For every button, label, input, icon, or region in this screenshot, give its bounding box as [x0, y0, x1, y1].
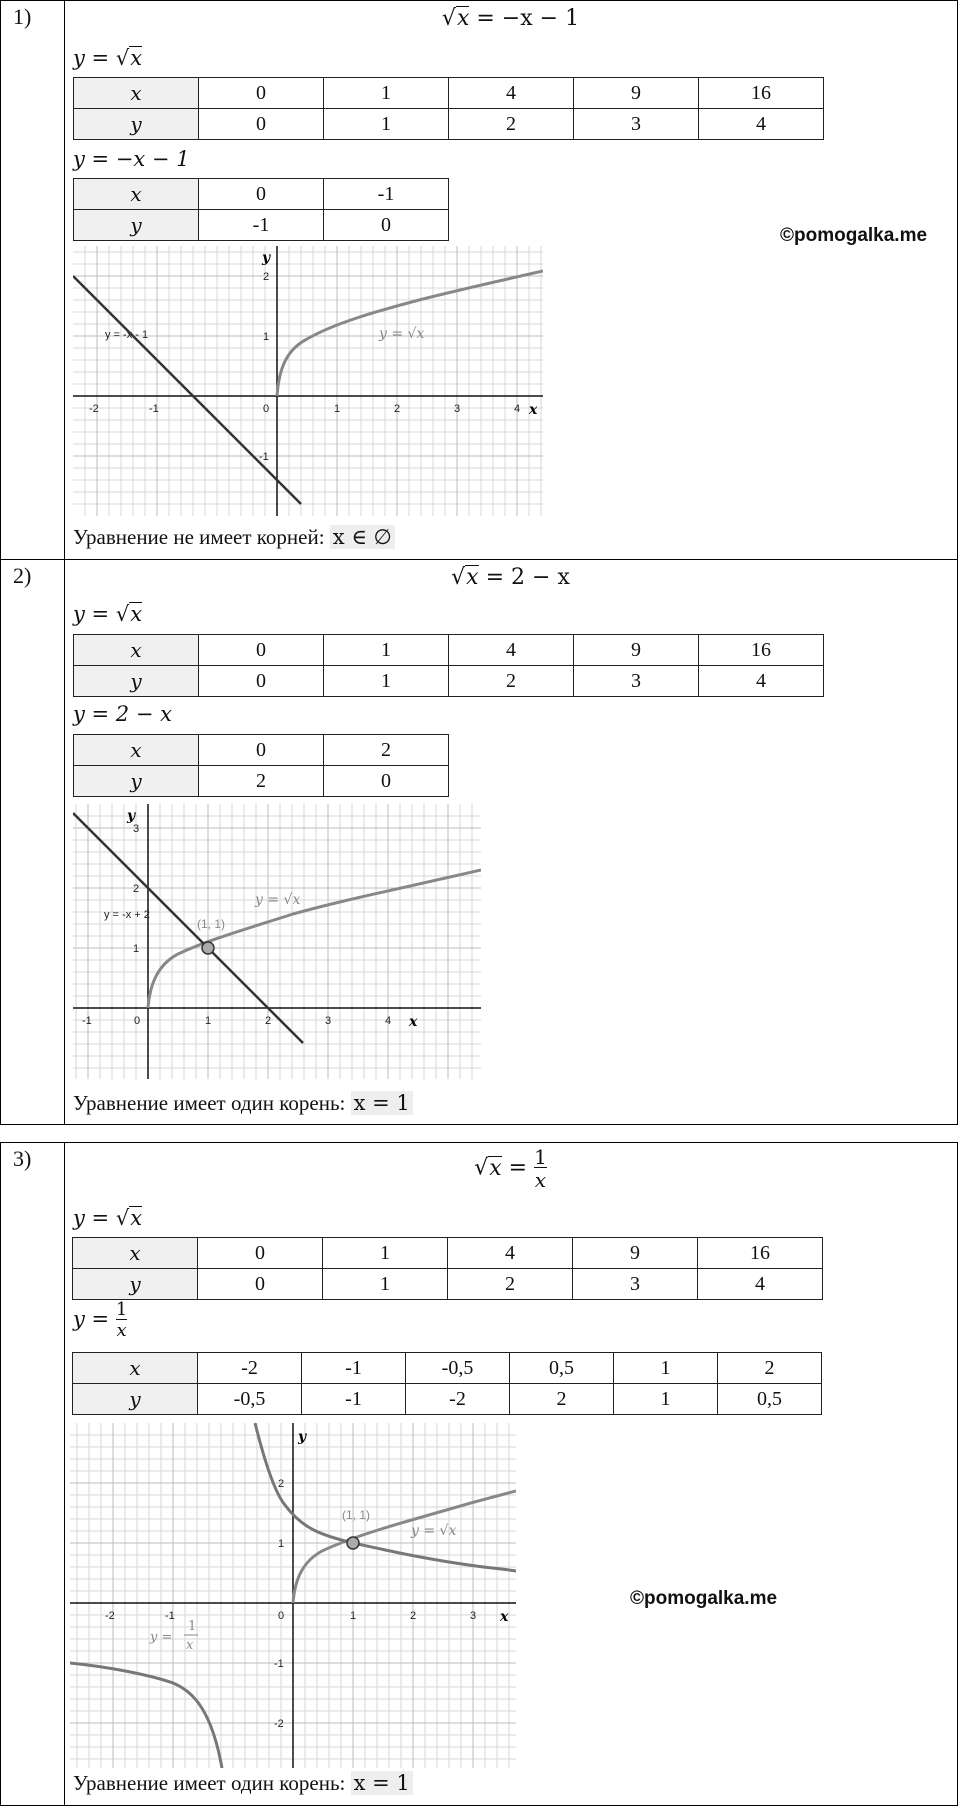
- table-header-x: x: [73, 1238, 198, 1269]
- answer: [73, 525, 395, 550]
- values-table-sqrt: [73, 77, 824, 140]
- x-tick-label: 1: [334, 403, 341, 415]
- table-cell: -1: [199, 210, 324, 241]
- curve-label: y = √x: [255, 892, 301, 908]
- table-cell: 2: [449, 666, 574, 697]
- y-tick-label: 2: [278, 1478, 285, 1490]
- x-axis-label: x: [409, 1014, 418, 1030]
- function-label-hyperbola: y = $\frac{1}{x}$: [73, 1299, 128, 1341]
- y-axis-label: y: [298, 1429, 307, 1445]
- y-tick-label: 2: [263, 271, 270, 283]
- answer-text: Уравнение не имеет корней:: [73, 525, 330, 549]
- values-table-hyperbola: [72, 1352, 822, 1415]
- table-cell: 9: [574, 78, 699, 109]
- table-cell: 4: [448, 1238, 573, 1269]
- problem-number-cell: [1, 560, 65, 1124]
- values-table-line: [73, 178, 449, 241]
- y-tick-label: 1: [278, 1538, 285, 1550]
- function-label-line: y = −x − 1: [73, 147, 190, 171]
- x-tick-label: -1: [82, 1015, 92, 1027]
- values-table-sqrt: [72, 1237, 823, 1300]
- table-cell: -2: [406, 1384, 510, 1415]
- problem-content: [64, 1143, 957, 1805]
- table-cell: 1: [324, 666, 449, 697]
- hyperbola-label-den: x: [186, 1638, 194, 1653]
- problem-number: 3): [13, 1146, 32, 1171]
- table-header-x: x: [74, 179, 199, 210]
- intersection-point: [202, 942, 214, 954]
- graph-3: [70, 1423, 516, 1768]
- table-cell: 3: [574, 666, 699, 697]
- table-cell: 0: [199, 109, 324, 140]
- equation-fraction: $\frac{1}{x}$: [534, 1145, 547, 1192]
- values-table-line: [73, 734, 449, 797]
- table-cell: 4: [699, 109, 824, 140]
- function-label-sqrt: y = √x: [73, 602, 143, 626]
- x-axis-label: x: [500, 1609, 509, 1625]
- equation: √x = 2 − x: [451, 565, 570, 590]
- graph-2: [73, 804, 481, 1079]
- table-header-y: y: [74, 109, 199, 140]
- problem-content: [64, 560, 957, 1124]
- table-cell: 1: [324, 78, 449, 109]
- problem-number: 2): [13, 563, 32, 588]
- table-cell: 2: [510, 1384, 614, 1415]
- table-cell: 1: [324, 109, 449, 140]
- x-tick-label: 2: [394, 403, 401, 415]
- problem-3: [0, 1142, 958, 1806]
- x-tick-label: -1: [149, 403, 159, 415]
- table-cell: 0: [324, 210, 449, 241]
- table-row-x: [74, 179, 449, 210]
- table-cell: 0,5: [510, 1353, 614, 1384]
- graph-1: [73, 246, 543, 516]
- table-row-y: [73, 1269, 823, 1300]
- table-cell: -1: [324, 179, 449, 210]
- equation: √x = −x − 1: [441, 6, 580, 31]
- table-cell: 3: [573, 1269, 698, 1300]
- hyperbola-branch-negative: [70, 1663, 222, 1768]
- y-tick-label: -1: [274, 1658, 284, 1670]
- x-tick-label: -2: [89, 403, 99, 415]
- y-tick-label: -2: [274, 1718, 284, 1730]
- x-tick-label: 1: [205, 1015, 212, 1027]
- table-cell: 4: [449, 78, 574, 109]
- table-cell: 9: [573, 1238, 698, 1269]
- x-tick-label: -2: [105, 1610, 115, 1622]
- hyperbola-branch-positive: [255, 1423, 516, 1571]
- point-label: (1, 1): [342, 1508, 371, 1522]
- table-cell: 4: [449, 635, 574, 666]
- x-tick-label: 4: [514, 403, 521, 415]
- y-axis-label: y: [262, 250, 271, 266]
- table-row-y: [74, 210, 449, 241]
- equation-rhs: = 2 − x: [485, 565, 570, 590]
- grid: [73, 804, 481, 1079]
- table-header-y: y: [74, 210, 199, 241]
- x-tick-label: 3: [454, 403, 461, 415]
- y-tick-label: 1: [133, 943, 140, 955]
- problem-number: 1): [13, 4, 32, 29]
- x-tick-label: 0: [134, 1015, 141, 1027]
- table-cell: 4: [698, 1269, 823, 1300]
- table-cell: 0: [198, 1238, 323, 1269]
- problem-content: [64, 1, 957, 559]
- problem-1: [0, 0, 958, 560]
- table-row-y: [73, 1384, 822, 1415]
- table-row-y: [74, 666, 824, 697]
- y-tick-label: 3: [133, 823, 140, 835]
- x-tick-label: 2: [265, 1015, 272, 1027]
- intersection-point: [347, 1537, 359, 1549]
- equation-mid: =: [508, 1155, 535, 1181]
- table-cell: 0: [199, 78, 324, 109]
- curve-label: y = √x: [379, 326, 425, 342]
- table-header-x: x: [73, 1353, 198, 1384]
- watermark: ©pomogalka.me: [630, 1588, 778, 1609]
- answer-text: Уравнение имеет один корень:: [73, 1771, 351, 1795]
- values-table-sqrt: [73, 634, 824, 697]
- answer-math: x ∈ ∅: [330, 525, 395, 549]
- answer: [73, 1771, 413, 1796]
- equation-rhs: = −x − 1: [476, 6, 580, 31]
- table-header-y: y: [74, 766, 199, 797]
- table-header-x: x: [74, 735, 199, 766]
- line-label: y = -x + 2: [104, 909, 150, 921]
- table-cell: 1: [323, 1238, 448, 1269]
- table-row-x: [74, 735, 449, 766]
- table-cell: 16: [699, 635, 824, 666]
- x-tick-label: 0: [278, 1610, 285, 1622]
- function-label-sqrt: y = √x: [73, 1206, 143, 1230]
- table-cell: 2: [449, 109, 574, 140]
- table-cell: 3: [574, 109, 699, 140]
- table-header-y: y: [73, 1269, 198, 1300]
- table-cell: -0,5: [198, 1384, 302, 1415]
- y-tick-label: 2: [133, 883, 140, 895]
- line-label: y = -x - 1: [105, 329, 149, 341]
- table-cell: 0: [199, 735, 324, 766]
- problem-2: [0, 559, 958, 1125]
- answer: [73, 1091, 413, 1116]
- line-graph: [73, 276, 301, 504]
- hyperbola-label-num: 1: [188, 1619, 197, 1634]
- answer-text: Уравнение имеет один корень:: [73, 1091, 351, 1115]
- x-tick-label: 0: [263, 403, 270, 415]
- table-cell: -2: [198, 1353, 302, 1384]
- table-header-x: x: [74, 635, 199, 666]
- table-header-x: x: [74, 78, 199, 109]
- problem-number-cell: [1, 1143, 65, 1805]
- table-cell: 2: [448, 1269, 573, 1300]
- table-cell: 0: [199, 635, 324, 666]
- x-axis-label: x: [529, 402, 538, 418]
- point-label: (1, 1): [197, 917, 226, 931]
- watermark: ©pomogalka.me: [780, 225, 928, 246]
- x-tick-label: -1: [165, 1610, 175, 1622]
- table-cell: 0: [199, 666, 324, 697]
- major-grid: [73, 804, 481, 1079]
- x-tick-label: 3: [470, 1610, 477, 1622]
- x-tick-label: 3: [325, 1015, 332, 1027]
- table-cell: -0,5: [406, 1353, 510, 1384]
- table-cell: -1: [302, 1384, 406, 1415]
- hyperbola-label-lhs: y =: [150, 1630, 173, 1645]
- table-cell: -1: [302, 1353, 406, 1384]
- table-cell: 9: [574, 635, 699, 666]
- table-row-x: [74, 78, 824, 109]
- table-header-y: y: [73, 1384, 198, 1415]
- table-cell: 1: [614, 1384, 718, 1415]
- table-cell: 2: [324, 735, 449, 766]
- table-cell: 16: [699, 78, 824, 109]
- x-tick-label: 4: [385, 1015, 392, 1027]
- x-tick-label: 2: [410, 1610, 417, 1622]
- table-row-x: [73, 1353, 822, 1384]
- table-row-x: [73, 1238, 823, 1269]
- table-row-y: [74, 766, 449, 797]
- table-row-x: [74, 635, 824, 666]
- table-cell: 2: [199, 766, 324, 797]
- table-header-y: y: [74, 666, 199, 697]
- table-cell: 1: [324, 635, 449, 666]
- table-cell: 16: [698, 1238, 823, 1269]
- y-tick-label: 1: [263, 331, 270, 343]
- table-cell: 0: [198, 1269, 323, 1300]
- table-cell: 4: [699, 666, 824, 697]
- table-cell: 0: [199, 179, 324, 210]
- function-label-sqrt: y = √x: [73, 46, 143, 70]
- y-axis-label: y: [127, 808, 136, 824]
- table-row-y: [74, 109, 824, 140]
- answer-math: x = 1: [351, 1771, 413, 1795]
- x-tick-label: 1: [350, 1610, 357, 1622]
- y-tick-label: -1: [259, 451, 269, 463]
- problem-number-cell: [1, 1, 65, 559]
- curve-label: y = √x: [411, 1523, 457, 1539]
- function-label-line: y = 2 − x: [73, 702, 172, 726]
- table-cell: 1: [614, 1353, 718, 1384]
- sqrt-curve: [293, 1491, 516, 1603]
- table-cell: 0: [324, 766, 449, 797]
- table-cell: 1: [323, 1269, 448, 1300]
- equation: √x = $\frac{1}{x}$: [474, 1145, 547, 1192]
- equation-radicand: x: [456, 6, 470, 31]
- table-cell: 0,5: [718, 1384, 822, 1415]
- table-cell: 2: [718, 1353, 822, 1384]
- answer-math: x = 1: [351, 1091, 413, 1115]
